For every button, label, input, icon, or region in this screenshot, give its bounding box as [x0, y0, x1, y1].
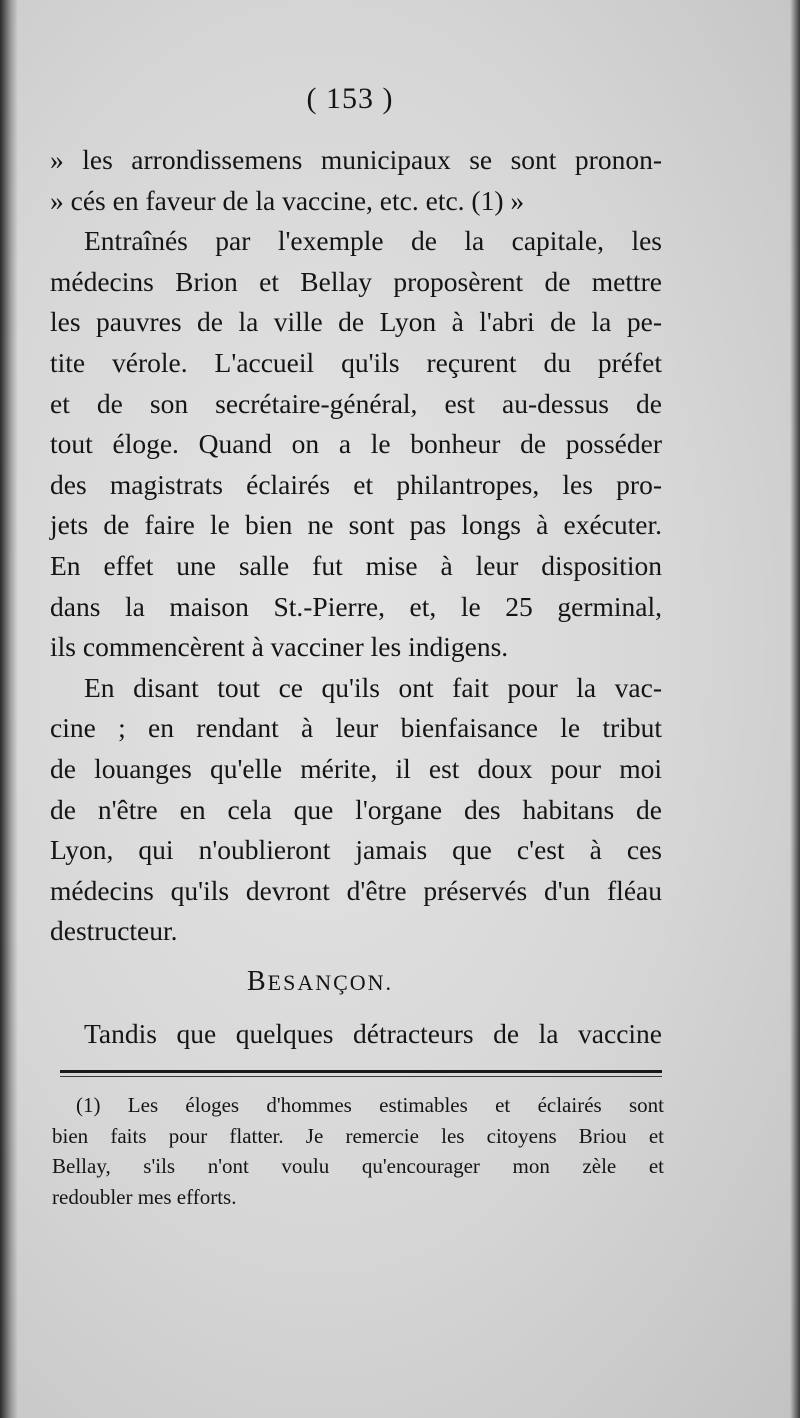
- body-line: et de son secrétaire-général, est au-dessus de: [50, 387, 662, 419]
- body-line: dans la maison St.-Pierre, et, le 25 germinal,: [50, 590, 662, 622]
- body-line: » les arrondissemens municipaux se sont pronon-: [50, 144, 662, 175]
- footnote-line: redoubler mes efforts.: [52, 1184, 237, 1209]
- section-heading-rest: ESANÇON.: [267, 970, 394, 995]
- body-line: destructeur.: [50, 915, 178, 947]
- body-line: de n'être en cela que l'organe des habitans de: [50, 793, 662, 825]
- body-line: les pauvres de la ville de Lyon à l'abri de la pe-: [50, 306, 662, 338]
- body-line: En effet une salle fut mise à leur disposition: [50, 549, 662, 581]
- page-number: ( 153 ): [306, 82, 394, 115]
- body-line: » cés en faveur de la vaccine, etc. etc. (1) »: [50, 184, 525, 216]
- footnote-rule-thin: [60, 1076, 662, 1077]
- footnote-line: bien faits pour flatter. Je remercie les citoyens Briou et: [52, 1123, 664, 1148]
- footnote-rule: [60, 1070, 662, 1073]
- body-line: des magistrats éclairés et philantropes, les pro-: [50, 468, 662, 500]
- footnote-line: (1) Les éloges d'hommes estimables et éclairés sont: [76, 1093, 664, 1117]
- body-line: ils commencèrent à vacciner les indigens.: [50, 631, 509, 663]
- body-line: Lyon, qui n'oublieront jamais que c'est à ces: [50, 834, 662, 866]
- body-text: [50, 140, 662, 952]
- body-line: cine ; en rendant à leur bienfaisance le tribut: [50, 712, 662, 744]
- footnote: [52, 1090, 664, 1212]
- body-line: tite vérole. L'accueil qu'ils reçurent du préfet: [50, 346, 662, 378]
- body-line: En disant tout ce qu'ils ont fait pour la vac-: [84, 671, 662, 703]
- body-line: médecins qu'ils devront d'être préservés d'un fléau: [50, 874, 662, 906]
- body-line: de louanges qu'elle mérite, il est doux pour moi: [50, 752, 662, 784]
- body-line: médecins Brion et Bellay proposèrent de mettre: [50, 265, 662, 297]
- footnote-line: Bellay, s'ils n'ont voulu qu'encourager mon zèle et: [52, 1154, 664, 1178]
- continuation-line: Tandis que quelques détracteurs de la vaccine: [84, 1018, 662, 1049]
- body-line: tout éloge. Quand on a le bonheur de posséder: [50, 428, 662, 460]
- section-heading-initial: B: [246, 966, 268, 997]
- body-line: Entraînés par l'exemple de la capitale, les: [84, 225, 662, 257]
- section-heading: [0, 966, 640, 998]
- body-line: jets de faire le bien ne sont pas longs à exécuter.: [50, 509, 662, 541]
